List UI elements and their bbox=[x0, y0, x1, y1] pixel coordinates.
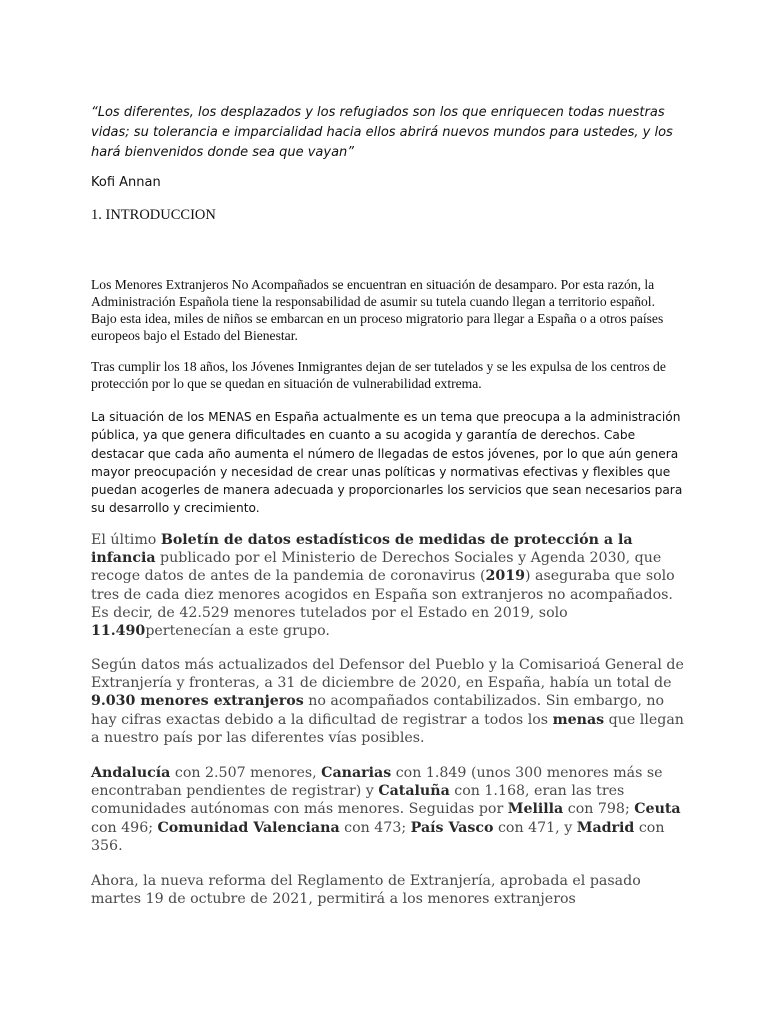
paragraph-menas-situation: La situación de los MENAS en España actualmente es un tema que preocupa a la administración pública, ya que genera dificultades en cuanto a su acogida y garantía de derechos. Cabe destacar que cada año aumenta el número de llegadas de estos jóvenes, por lo que aún genera mayor preocupación y necesidad de crear unas políticas y normativas efectivas y flexibles que puedan acogerles de manera adecuada y proporcionarles los servicios que sean necesarios para su desarrollo y crecimiento. bbox=[91, 410, 683, 516]
bold-text-run: Cataluña bbox=[378, 783, 450, 800]
bold-text-run: Madrid bbox=[576, 819, 635, 836]
paragraph-intro-1: Los Menores Extranjeros No Acompañados se encuentran en situación de desamparo. Por esta razón, la Administración Española tiene la responsabilidad de asumir su tutela cuando llegan a territorio español. Bajo esta idea, miles de niños se embarcan en un proceso migratorio para llegar a España o a otros países europeos bajo el Estado del Bienestar. bbox=[91, 277, 664, 343]
paragraph-intro-2: Tras cumplir los 18 años, los Jóvenes Inmigrantes dejan de ser tutelados y se les expulsa de los centros de protección por lo que se quedan en situación de vulnerabilidad extrema. bbox=[91, 359, 666, 391]
paragraph-reforma: Ahora, la nueva reforma del Reglamento de Extranjería, aprobada el pasado martes 19 de octubre de 2021, permitirá a los menores extranjeros bbox=[91, 873, 641, 908]
bold-text-run: menas bbox=[552, 711, 605, 728]
bold-text-run: País Vasco bbox=[410, 819, 494, 836]
bold-text-run: Comunidad Valenciana bbox=[157, 819, 340, 836]
paragraph-regions bbox=[91, 764, 691, 855]
text-run: publicado por el Ministerio de Derechos Sociales y Agenda 2030, que recoge datos de antes de la pandemia de coronavirus ( bbox=[91, 550, 662, 585]
bold-text-run: Andalucía bbox=[91, 765, 171, 781]
bold-text-run: Canarias bbox=[321, 765, 392, 781]
text-run: pertenecían a este grupo. bbox=[145, 623, 330, 640]
bold-text-run: Ceuta bbox=[634, 801, 681, 818]
text-run: con 356. bbox=[91, 819, 665, 854]
bold-text-run: 11.490 bbox=[91, 623, 146, 640]
text-run: no acompañados contabilizados. Sin embargo, no hay cifras exactas debido a la dificultad de registrar a todos los bbox=[91, 693, 665, 728]
text-run: que llegan a nuestro país por las diferentes vías posibles. bbox=[91, 711, 684, 746]
bold-text-run: Melilla bbox=[507, 801, 564, 818]
quote-author: Kofi Annan bbox=[91, 175, 161, 190]
text-run: con 798; bbox=[563, 801, 635, 818]
text-run: El último bbox=[91, 532, 161, 548]
text-run: con 473; bbox=[339, 819, 411, 836]
text-run: con 471, y bbox=[493, 819, 577, 836]
text-run: con 1.168, eran las tres comunidades autónomas con más menores. Seguidas por bbox=[91, 783, 625, 818]
text-run: Según datos más actualizados del Defensor del Pueblo y la Comisarioá General de Extranjería y fronteras, a 31 de diciembre de 2020, en España, había un total de bbox=[91, 657, 684, 692]
bold-text-run: 9.030 menores extranjeros bbox=[91, 693, 304, 710]
section-heading: 1. INTRODUCCION bbox=[91, 207, 216, 223]
text-run: ) aseguraba que solo tres de cada diez menores acogidos en España son extranjeros no acompañados. Es decir, de 42.529 menores tutelados por el Estado en 2019, solo bbox=[91, 568, 675, 621]
bold-text-run: 2019 bbox=[485, 568, 525, 585]
bold-text-run: Boletín de datos estadísticos de medidas de protección a la infancia bbox=[91, 532, 633, 567]
text-run: con 1.849 (unos 300 menores más se encontraban pendientes de registrar) y bbox=[91, 765, 663, 800]
text-run: con 2.507 menores, bbox=[170, 765, 322, 781]
paragraph-defensor bbox=[91, 656, 691, 747]
paragraph-boletin bbox=[91, 531, 691, 640]
epigraph-quote: “Los diferentes, los desplazados y los refugiados son los que enriquecen todas nuestras vidas; su tolerancia e imparcialidad hacia ellos abrirá nuevos mundos para ustedes, y los hará bienvenidos donde sea que vayan” bbox=[91, 105, 673, 160]
text-run: con 496; bbox=[91, 819, 158, 836]
